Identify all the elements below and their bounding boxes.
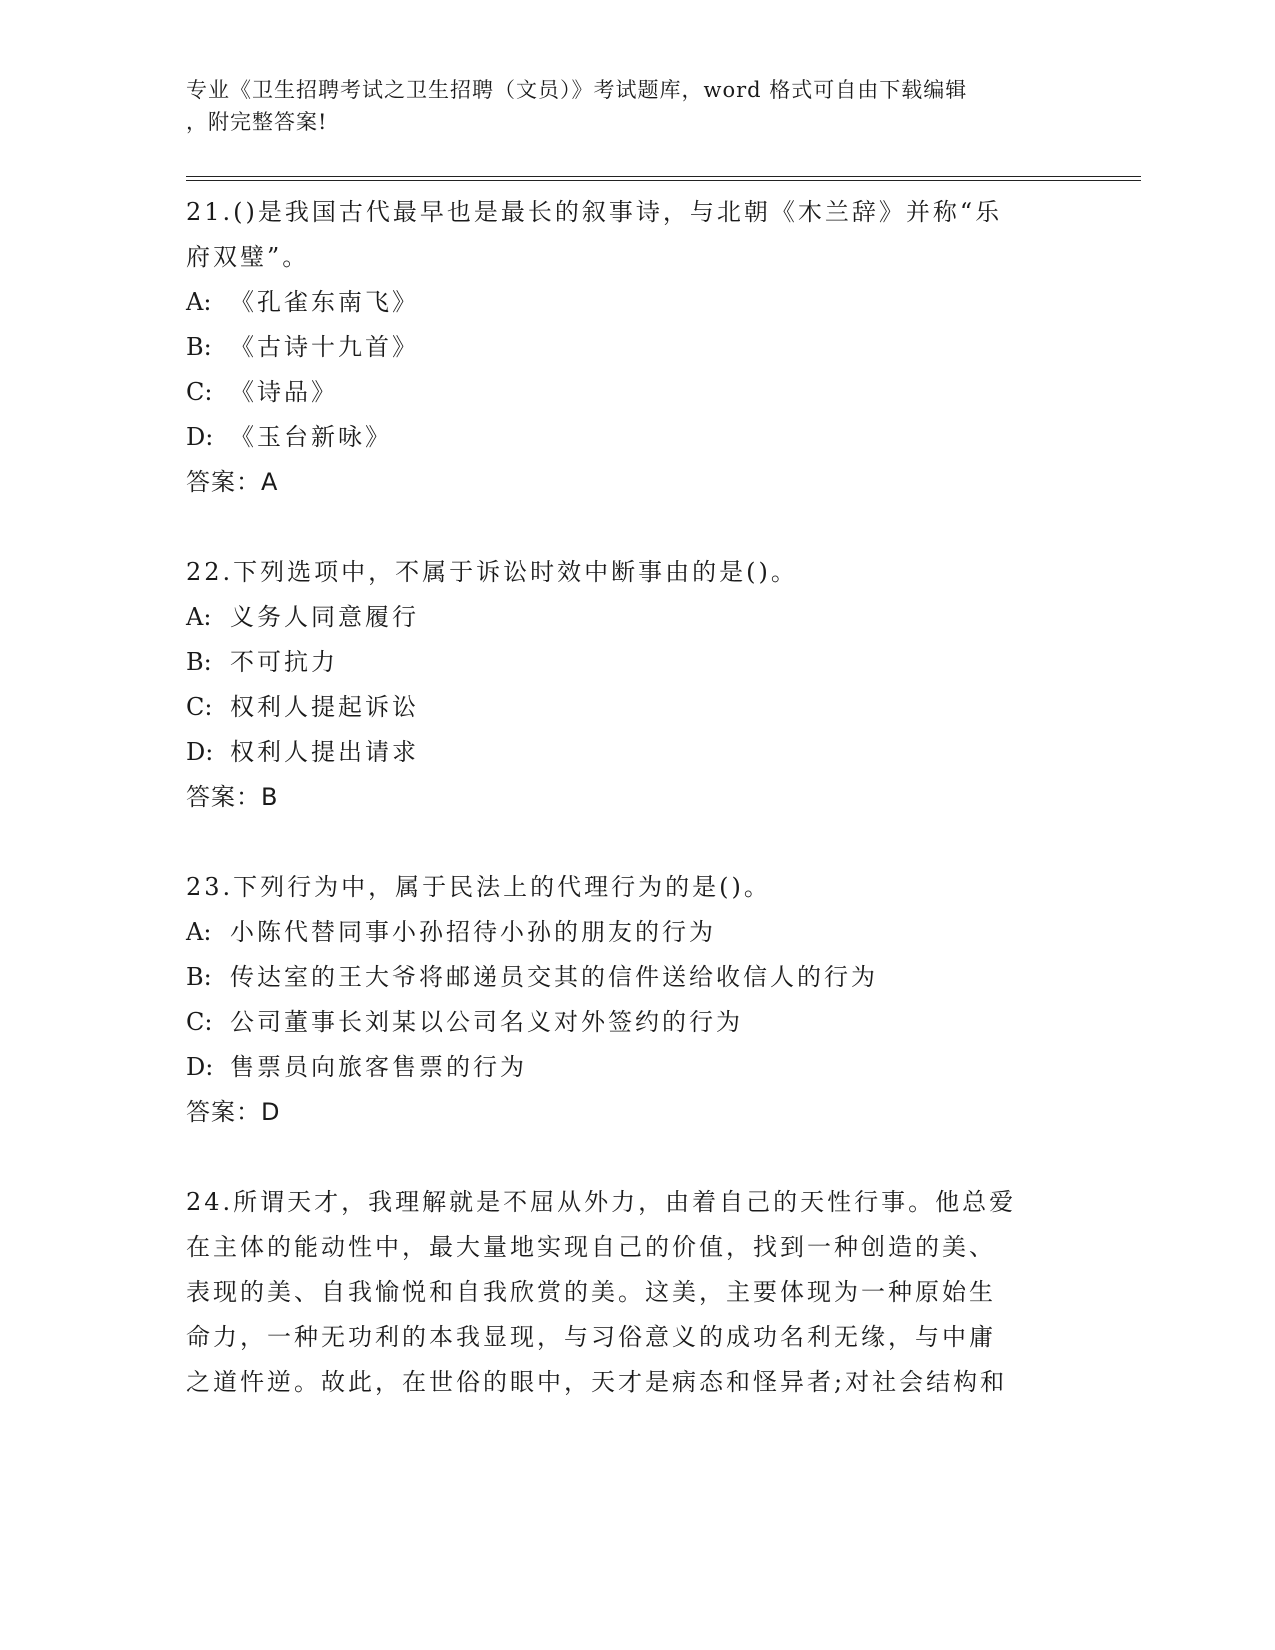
- option-c: [186, 685, 1086, 730]
- divider-line-bottom: [186, 180, 1141, 181]
- header-line-1: 专业《卫生招聘考试之卫生招聘（文员）》考试题库，word 格式可自由下载编辑: [186, 78, 968, 102]
- option-text: 义务人同意履行: [230, 603, 419, 631]
- question-spacer: [186, 505, 1086, 550]
- question-text: 在主体的能动性中，最大量地实现自己的价值，找到一种创造的美、: [186, 1233, 996, 1261]
- option-b: [186, 955, 1086, 1000]
- question-text: 22.下列选项中，不属于诉讼时效中断事由的是()。: [186, 558, 798, 586]
- option-c: [186, 370, 1086, 415]
- option-b: [186, 640, 1086, 685]
- option-letter: D:: [186, 738, 214, 766]
- option-letter: A:: [186, 918, 212, 946]
- question-text: 21.()是我国古代最早也是最长的叙事诗，与北朝《木兰辞》并称“乐: [186, 198, 1003, 226]
- option-a: [186, 280, 1086, 325]
- option-text: 《古诗十九首》: [230, 333, 419, 361]
- answer-line: 答案：A: [186, 468, 279, 496]
- question-text: 府双璧”。: [186, 243, 310, 271]
- option-text: 《诗品》: [230, 378, 338, 406]
- question-list: [186, 190, 1086, 1405]
- option-letter: A:: [186, 603, 212, 631]
- option-text: 公司董事长刘某以公司名义对外签约的行为: [230, 1008, 743, 1036]
- option-text: 不可抗力: [230, 648, 338, 676]
- question-23: [186, 865, 1086, 1135]
- header-line-2: ，附完整答案!: [186, 110, 328, 134]
- option-letter: B:: [186, 648, 212, 676]
- option-letter: D:: [186, 1053, 214, 1081]
- answer-line: 答案：D: [186, 1098, 281, 1126]
- option-a: [186, 910, 1086, 955]
- option-text: 小陈代替同事小孙招待小孙的朋友的行为: [230, 918, 716, 946]
- answer-line: 答案：B: [186, 783, 279, 811]
- option-text: 权利人提起诉讼: [230, 693, 419, 721]
- option-letter: C:: [186, 1008, 213, 1036]
- option-a: [186, 595, 1086, 640]
- question-24: [186, 1180, 1086, 1405]
- option-letter: A:: [186, 288, 212, 316]
- divider-line-top: [186, 176, 1141, 177]
- option-b: [186, 325, 1086, 370]
- option-text: 售票员向旅客售票的行为: [230, 1053, 527, 1081]
- question-spacer: [186, 820, 1086, 865]
- option-text: 《孔雀东南飞》: [230, 288, 419, 316]
- option-letter: B:: [186, 963, 212, 991]
- question-22: [186, 550, 1086, 820]
- header-divider: [186, 176, 1141, 181]
- option-d: [186, 1045, 1086, 1090]
- option-letter: B:: [186, 333, 212, 361]
- question-text: 表现的美、自我愉悦和自我欣赏的美。这美，主要体现为一种原始生: [186, 1278, 996, 1306]
- option-d: [186, 415, 1086, 460]
- question-text: 命力，一种无功利的本我显现，与习俗意义的成功名利无缘，与中庸: [186, 1323, 996, 1351]
- option-c: [186, 1000, 1086, 1045]
- option-letter: D:: [186, 423, 214, 451]
- question-text: 24.所谓天才，我理解就是不屈从外力，由着自己的天性行事。他总爱: [186, 1188, 1017, 1216]
- document-header: [186, 74, 1066, 138]
- option-letter: C:: [186, 693, 213, 721]
- question-text: 23.下列行为中，属于民法上的代理行为的是()。: [186, 873, 771, 901]
- option-letter: C:: [186, 378, 213, 406]
- option-text: 《玉台新咏》: [230, 423, 392, 451]
- option-text: 传达室的王大爷将邮递员交其的信件送给收信人的行为: [230, 963, 878, 991]
- question-text: 之道忤逆。故此，在世俗的眼中，天才是病态和怪异者;对社会结构和: [186, 1368, 1008, 1396]
- option-text: 权利人提出请求: [230, 738, 419, 766]
- question-spacer: [186, 1135, 1086, 1180]
- question-21: [186, 190, 1086, 505]
- option-d: [186, 730, 1086, 775]
